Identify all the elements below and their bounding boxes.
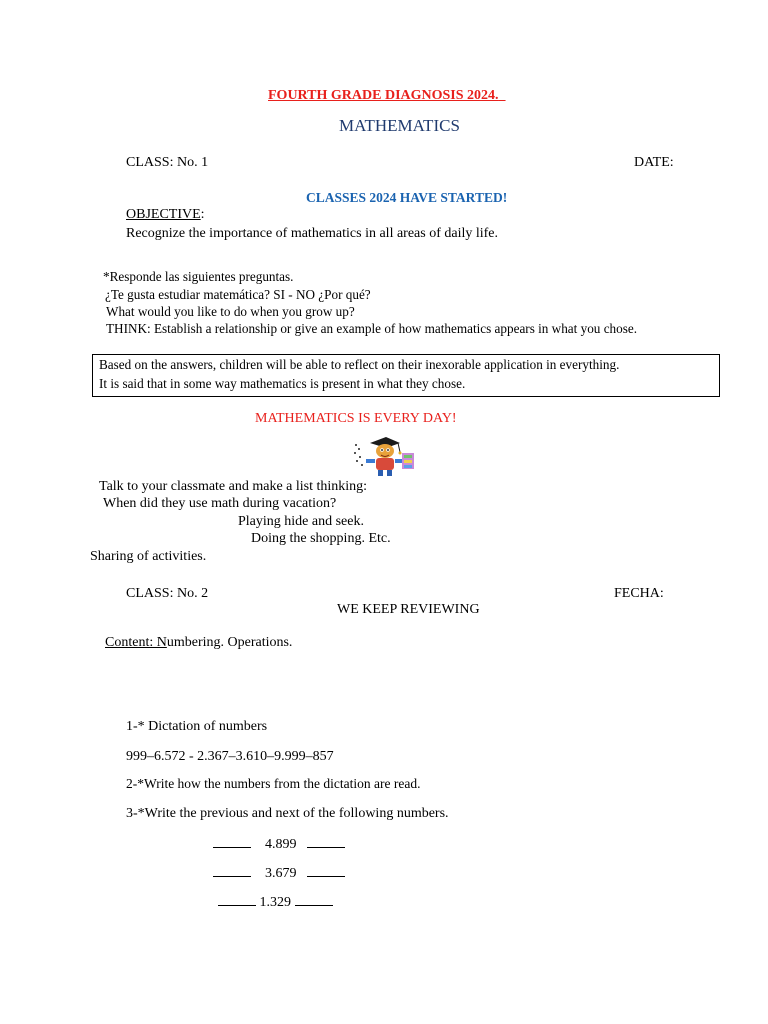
previous-blank[interactable] bbox=[213, 836, 251, 848]
content-label: Content: N bbox=[105, 635, 167, 650]
given-number: 3.679 bbox=[265, 866, 297, 881]
given-number: 1.329 bbox=[259, 895, 291, 910]
subject-heading: MATHEMATICS bbox=[339, 116, 460, 135]
date-label: DATE: bbox=[634, 155, 674, 170]
reflection-line: Based on the answers, children will be able to reflect on their inexorable application in everything. bbox=[99, 357, 620, 372]
next-blank[interactable] bbox=[307, 836, 345, 848]
sharing-activities: Sharing of activities. bbox=[90, 549, 207, 564]
previous-blank[interactable] bbox=[213, 865, 251, 877]
number-row bbox=[213, 836, 345, 852]
content-text: umbering. Operations. bbox=[166, 635, 293, 650]
talk-example: Doing the shopping. Etc. bbox=[251, 531, 391, 546]
class-2-label: CLASS: No. 2 bbox=[126, 586, 209, 601]
review-subtitle: WE KEEP REVIEWING bbox=[337, 602, 480, 617]
fecha-label: FECHA: bbox=[614, 586, 664, 601]
talk-instruction: Talk to your classmate and make a list thinking: bbox=[99, 479, 368, 494]
reflection-line: It is said that in some way mathematics is present in what they chose. bbox=[99, 376, 466, 391]
math-character-illustration bbox=[352, 431, 420, 477]
objective-colon: : bbox=[200, 207, 205, 222]
given-number: 4.899 bbox=[265, 837, 297, 852]
objective-text: Recognize the importance of mathematics in all areas of daily life. bbox=[126, 226, 499, 241]
question-instruction: *Responde las siguientes preguntas. bbox=[103, 269, 294, 284]
exercise-3: 3-*Write the previous and next of the following numbers. bbox=[126, 806, 449, 821]
next-blank[interactable] bbox=[295, 894, 333, 906]
objective-heading bbox=[126, 208, 205, 222]
exercise-1: 1-* Dictation of numbers bbox=[126, 719, 268, 734]
classes-started-banner: CLASSES 2024 HAVE STARTED! bbox=[306, 190, 508, 205]
number-row bbox=[218, 894, 333, 910]
every-day-heading: MATHEMATICS IS EVERY DAY! bbox=[255, 411, 457, 426]
next-blank[interactable] bbox=[307, 865, 345, 877]
class-1-label: CLASS: No. 1 bbox=[126, 155, 209, 170]
talk-question: When did they use math during vacation? bbox=[103, 496, 337, 511]
content-line bbox=[105, 636, 292, 650]
document-title: FOURTH GRADE DIAGNOSIS 2024. bbox=[268, 88, 499, 103]
exercise-2: 2-*Write how the numbers from the dictation are read. bbox=[126, 776, 421, 791]
question-line: ¿Te gusta estudiar matemática? SI - NO ¿Por qué? bbox=[105, 287, 371, 302]
question-line: THINK: Establish a relationship or give an example of how mathematics appears in what you chose. bbox=[106, 321, 638, 336]
objective-label: OBJECTIVE bbox=[126, 207, 201, 222]
talk-example: Playing hide and seek. bbox=[238, 514, 364, 529]
number-row bbox=[213, 865, 345, 881]
dictation-numbers: 999–6.572 - 2.367–3.610–9.999–857 bbox=[126, 749, 334, 764]
question-line: What would you like to do when you grow up? bbox=[106, 304, 355, 319]
previous-blank[interactable] bbox=[218, 894, 256, 906]
